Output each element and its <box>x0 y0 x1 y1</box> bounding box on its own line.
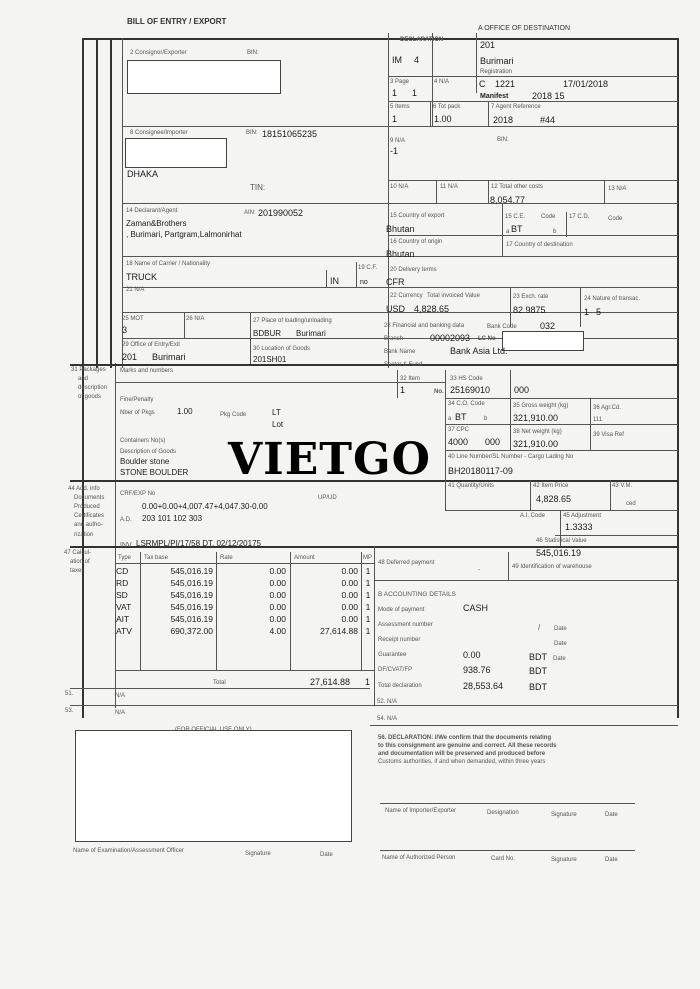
inv-value: LSRMPL/PI/17/58 DT. 02/12/20175 <box>136 539 261 548</box>
loc-label: 30 Location of Goods <box>253 346 311 352</box>
auth-name-label: Name of Authorized Person <box>382 855 456 861</box>
vm-sub: ced <box>626 501 636 507</box>
duty-cell-base: 545,016.19 <box>170 614 213 624</box>
pkg-code: LT <box>272 408 281 417</box>
declarant-label: 14 Declarant/Agent <box>126 208 178 214</box>
exch-value: 82.9875 <box>513 305 546 315</box>
receipt-label: Receipt number <box>378 637 421 643</box>
assess-date: Date <box>554 626 567 632</box>
totpack-value: 1.00 <box>434 114 452 124</box>
box10-label: 10 N/A <box>390 184 409 190</box>
duty-cell-base: 545,016.19 <box>170 590 213 600</box>
duty-head-amount: Amount <box>294 555 315 561</box>
upud-label: UP/UD <box>318 495 337 501</box>
ain-label: AIN: <box>244 210 256 216</box>
adj-label: 45 Adjustment <box>563 513 602 519</box>
designation-label: Designation <box>487 810 519 816</box>
duty-head-rate: Rate <box>220 555 233 561</box>
duty-cell-base: 545,016.19 <box>170 578 213 588</box>
item-no-label: No. <box>434 389 444 395</box>
decl56-line1: 56. DECLARATION: I/We confirm that the documents relating <box>378 735 552 741</box>
loading-name: Burimari <box>296 329 326 338</box>
origin-label: 16 Country of origin <box>390 239 443 245</box>
decl-type1: IM <box>392 55 402 65</box>
mode-value: CASH <box>463 603 489 613</box>
net-value: 321,910.00 <box>513 439 559 449</box>
guarantee-cur: BDT <box>529 652 547 662</box>
hs-label: 33 HS Code <box>450 376 483 382</box>
consignee-bin: 18151065235 <box>262 129 318 139</box>
bank-label: 28 Financial and banking data <box>384 323 465 329</box>
guarantee-label: Guarantee <box>378 652 407 658</box>
pkg-code-label: Pkg Code <box>220 412 247 418</box>
duty-cell-mp: 1 <box>365 578 371 588</box>
vietgo-watermark: VIETGO <box>228 434 431 485</box>
box21-label: 21 N/A <box>126 287 145 293</box>
dest-label: 17 Country of destination <box>506 242 573 248</box>
sector-label: Sector & Fund <box>384 362 423 368</box>
reg-c: C <box>479 79 486 89</box>
receipt-date: Date <box>554 641 567 647</box>
agent-ref-no: #44 <box>540 115 556 125</box>
official-redaction <box>75 730 352 842</box>
addinfo-side-6: rization <box>74 532 94 538</box>
duty-cell-amount: 0.00 <box>341 614 358 624</box>
duty-cell-base: 545,016.19 <box>170 566 213 576</box>
duties-side-1: 47 Calcul- <box>64 550 92 556</box>
npkg-label: Nber of Pkgs <box>120 410 155 416</box>
bank-code: 032 <box>540 321 556 331</box>
currency-code: USD <box>386 304 406 314</box>
ce-a: a <box>506 229 510 235</box>
page-b: 1 <box>412 88 418 98</box>
duty-head-base: Tax base <box>144 555 169 561</box>
box9-value: -1 <box>390 146 399 156</box>
duties-side-3: taxes <box>70 568 85 574</box>
signature2-label: Signature <box>551 857 577 863</box>
addinfo-side-3: Produced <box>74 504 100 510</box>
assess-label: Assessment number <box>378 622 433 628</box>
duty-cell-amount: 0.00 <box>341 590 358 600</box>
duty-cell-mp: 1 <box>365 626 371 636</box>
stat-value: 545,016.19 <box>536 548 582 558</box>
deferred-dash: - <box>478 567 480 573</box>
consignee-bin-label: BIN: <box>246 130 258 136</box>
duty-cell-rate: 0.00 <box>269 614 286 624</box>
lc-label: LC No <box>478 336 496 342</box>
stat-label: 46 Statistical Value <box>536 538 587 544</box>
signature3-label: Signature <box>245 851 271 857</box>
delivery-label: 20 Delivery terms <box>390 267 437 273</box>
co-b: b <box>484 416 488 422</box>
reg-date: 17/01/2018 <box>563 79 609 89</box>
currency-label: 22 Currency <box>390 293 423 299</box>
warehouse-label: 49 Identification of warehouse <box>512 564 592 570</box>
price-value: 4,828.65 <box>536 494 572 504</box>
visa-label: 39 Visa Ref <box>593 432 624 438</box>
duty-cell-amount: 0.00 <box>341 602 358 612</box>
mot-label: 25 MOT <box>122 316 144 322</box>
country-export-label: 15 Country of export <box>390 213 445 219</box>
nature-2: 5 <box>596 307 602 317</box>
duty-cell-type: VAT <box>116 602 132 612</box>
packages-side-2: and <box>78 376 89 382</box>
tiv-label: Total invoiced Value <box>427 293 480 299</box>
duty-cell-amount: 0.00 <box>341 578 358 588</box>
line-label: 40 Line Number/SL Number - Cargo Lading No <box>448 454 574 460</box>
duty-cell-mp: 1 <box>365 614 371 624</box>
agr-value: 111 <box>593 417 603 423</box>
branch-label: Branch <box>384 336 404 342</box>
lc-redaction <box>502 331 584 351</box>
df-value: 938.76 <box>463 665 491 675</box>
crf-value: 0.00+0.00+4,007.47+4,047.30-0.00 <box>142 502 268 511</box>
item-no: 1 <box>400 385 406 395</box>
agr-label: 36 Agr.Cd. <box>593 405 622 411</box>
bank-name: Bank Asia Ltd. <box>450 346 508 356</box>
addinfo-side-4: Certificates <box>74 513 105 519</box>
item-label: 32 Item <box>400 376 421 382</box>
totpack-label: 6 Tot pack <box>433 104 461 110</box>
gross-value: 321,910.00 <box>513 413 559 423</box>
duty-cell-base: 690,372.00 <box>170 626 213 636</box>
declarant-name: Zaman&Brothers <box>126 219 187 228</box>
td-label: Total declaration <box>378 683 422 689</box>
items-label: 5 Items <box>390 104 410 110</box>
na4-label: 4 N/A <box>434 79 450 85</box>
adj-value: 1.3333 <box>565 522 593 532</box>
nature-1: 1 <box>584 307 590 317</box>
cpc-2: 000 <box>485 437 501 447</box>
duty-cell-type: AIT <box>116 614 130 624</box>
line-value: BH20180117-09 <box>448 466 513 476</box>
hs-code-2: 000 <box>514 385 530 395</box>
exch-label: 23 Exch. rate <box>513 294 549 300</box>
branch-value: 00002093 <box>430 333 471 343</box>
ai-code-label: A.I. Code <box>520 513 546 519</box>
imp-name-label: Name of Importer/Exporter <box>385 808 457 814</box>
duty-cell-rate: 0.00 <box>269 566 286 576</box>
date1-label: Date <box>605 812 618 818</box>
box12-label: 12 Total other costs <box>491 184 543 190</box>
guarantee-date: Date <box>553 656 566 662</box>
exit-label: 29 Office of Entry/Exit <box>122 342 180 348</box>
bank-code-label: Bank Code <box>487 324 517 330</box>
office-code: 201 <box>480 40 496 50</box>
consignee-city: DHAKA <box>127 169 159 179</box>
declarant-address: , Burimari, Partgram,Lalmonirhat <box>126 230 242 239</box>
carrier-name: TRUCK <box>126 272 157 282</box>
addinfo-side-1: 44 Add. info <box>68 486 100 492</box>
cpc-label: 37 CPC <box>448 427 470 433</box>
cd-label: 17 C.D. <box>569 214 590 220</box>
cf-value: no <box>360 279 368 286</box>
box54: 54. N/A <box>377 716 398 722</box>
box12-value: 8,054.77 <box>490 195 526 205</box>
ce-code-label: Code <box>541 214 556 220</box>
inv-label: INV <box>120 542 132 549</box>
page-label: 3 Page <box>390 79 410 85</box>
duty-total-mp: 1 <box>365 677 371 687</box>
cf-label: 19 C.F. <box>358 265 378 271</box>
addinfo-side-2: Documents <box>74 495 105 501</box>
box11-label: 11 N/A <box>440 184 458 190</box>
consignee-redaction <box>125 138 227 168</box>
co-code: BT <box>455 412 467 422</box>
hs-code: 25169010 <box>450 385 491 395</box>
agent-ref-label: 7 Agent Reference <box>491 104 541 110</box>
df-label: DF/CVAT/FP <box>378 667 413 673</box>
box9-bin-label: BIN: <box>497 137 509 143</box>
date3-label: Date <box>320 852 333 858</box>
manifest-no: 2018 15 <box>532 91 565 101</box>
currency-amount: 4,828.65 <box>414 304 450 314</box>
origin-value: Bhutan <box>386 249 415 259</box>
office-destination-label: A OFFICE OF DESTINATION <box>478 25 571 32</box>
desc-1: Boulder stone <box>120 457 170 466</box>
guarantee-value: 0.00 <box>463 650 481 660</box>
carrier-nat: IN <box>330 276 339 286</box>
delivery-value: CFR <box>386 277 405 287</box>
box26-label: 26 N/A <box>186 316 205 322</box>
duty-cell-amount: 0.00 <box>341 566 358 576</box>
duty-cell-type: ATV <box>116 626 132 636</box>
mode-label: Mode of payment <box>378 607 425 613</box>
duty-cell-type: CD <box>116 566 129 576</box>
mot-value: 3 <box>122 325 128 335</box>
form-title: BILL OF ENTRY / EXPORT <box>127 17 227 26</box>
duty-total-label: Total <box>213 680 226 686</box>
deferred-label: 48 Deferred payment <box>378 560 435 566</box>
co-a: a <box>448 416 452 422</box>
duty-cell-rate: 4.00 <box>269 626 286 636</box>
pkg-desc: Lot <box>272 420 284 429</box>
exam-officer-label: Name of Examination/Assessment Officer <box>73 848 184 854</box>
consignor-redaction <box>127 60 281 94</box>
desc-2: STONE BOULDER <box>120 468 189 477</box>
decl56-line3: and documentation will be preserved and produced before <box>378 751 546 757</box>
td-value: 28,553.64 <box>463 681 504 691</box>
loading-code: BDBUR <box>253 329 282 338</box>
duty-cell-rate: 0.00 <box>269 602 286 612</box>
nature-label: 24 Nature of transac. <box>584 296 641 302</box>
loading-label: 27 Place of loading/unloading <box>253 318 332 324</box>
consignee-tin-label: TIN: <box>250 183 266 192</box>
ce-b: b <box>553 229 557 235</box>
ce-code: BT <box>511 224 523 234</box>
duty-cell-mp: 1 <box>365 590 371 600</box>
signature1-label: Signature <box>551 812 577 818</box>
npkg-value: 1.00 <box>177 407 193 416</box>
duty-cell-rate: 0.00 <box>269 590 286 600</box>
consignee-label: 8 Consignee/Importer <box>130 130 188 136</box>
manifest-label: Manifest <box>480 93 509 100</box>
vm-label: 43 V.M. <box>612 483 633 489</box>
duty-cell-type: RD <box>116 578 129 588</box>
decl-type2: 4 <box>414 55 420 65</box>
box51-na: N/A <box>115 693 126 699</box>
td-cur: BDT <box>529 682 547 692</box>
accounting-label: B ACCOUNTING DETAILS <box>378 591 456 598</box>
ad-label: A.D. <box>120 517 132 523</box>
duty-cell-type: SD <box>116 590 128 600</box>
cd-code-label: Code <box>608 216 623 222</box>
exit-code: 201 <box>122 352 138 362</box>
duty-cell-amount: 27,614.88 <box>320 626 358 636</box>
df-cur: BDT <box>529 666 547 676</box>
page-a: 1 <box>392 88 398 98</box>
ain-value: 201990052 <box>258 208 304 218</box>
box9-label: 9 N/A <box>390 138 406 144</box>
net-label: 38 Net weight (kg) <box>513 429 562 435</box>
gross-label: 35 Gross weight (kg) <box>513 403 569 409</box>
decl56-line2: to this consignment are genuine and correct. All these records <box>378 743 557 749</box>
price-label: 42 Item Price <box>533 483 569 489</box>
consignor-label: 2 Consignor/Exporter <box>130 50 187 56</box>
reg-no: 1221 <box>495 79 516 89</box>
duty-cell-rate: 0.00 <box>269 578 286 588</box>
containers-label: Containers No(s) <box>120 438 166 444</box>
duty-total: 27,614.88 <box>310 677 351 687</box>
card-label: Card No. <box>491 856 516 862</box>
duty-cell-mp: 1 <box>365 602 371 612</box>
declaration-label: DECLARATION <box>400 37 444 43</box>
ad-value: 203 101 102 303 <box>142 514 203 523</box>
qty-label: 41 Quantity/Units <box>448 483 495 489</box>
fine-label: Fine/Penalty <box>120 397 154 403</box>
agent-ref-year: 2018 <box>493 115 514 125</box>
box52: 52. N/A <box>377 699 398 705</box>
box51-label: 51. <box>65 691 74 697</box>
office-name: Burimari <box>480 56 514 66</box>
loc-value: 201SH01 <box>253 355 287 364</box>
decl56-line4: Customs authorities, if and when demanded, within three years <box>378 759 546 765</box>
box53-na: N/A <box>115 710 126 716</box>
duty-head-mp: MP <box>363 555 372 561</box>
duty-head-type: Type <box>118 555 132 561</box>
duty-cell-base: 545,016.19 <box>170 602 213 612</box>
assess-slash: / <box>538 623 541 632</box>
date2-label: Date <box>605 857 618 863</box>
co-label: 34 C.O. Code <box>448 401 485 407</box>
ce-label: 15 C.E. <box>505 214 526 220</box>
crf-label: CRF/EXP No <box>120 491 156 497</box>
carrier-label: 18 Name of Carrier / Nationality <box>126 261 211 267</box>
packages-side-3: description <box>78 385 108 391</box>
packages-side-4: of goods <box>78 394 102 400</box>
duties-side-2: ation of <box>70 559 90 565</box>
cpc-1: 4000 <box>448 437 469 447</box>
bank-name-label: Bank Name <box>384 349 416 355</box>
addinfo-side-5: and autho- <box>74 522 103 528</box>
desc-label: Description of Goods <box>120 449 177 455</box>
duty-cell-mp: 1 <box>365 566 371 576</box>
registration-label: Registration <box>480 69 513 75</box>
box53-label: 53. <box>65 708 74 714</box>
box13-label: 13 N/A <box>608 186 627 192</box>
country-export: Bhutan <box>386 224 415 234</box>
items-value: 1 <box>392 114 398 124</box>
consignor-bin-label: BIN: <box>247 50 259 56</box>
exit-name: Burimari <box>152 352 186 362</box>
packages-side-1: 31 Packages <box>71 367 106 373</box>
marks-label: Marks and numbers <box>120 368 174 374</box>
